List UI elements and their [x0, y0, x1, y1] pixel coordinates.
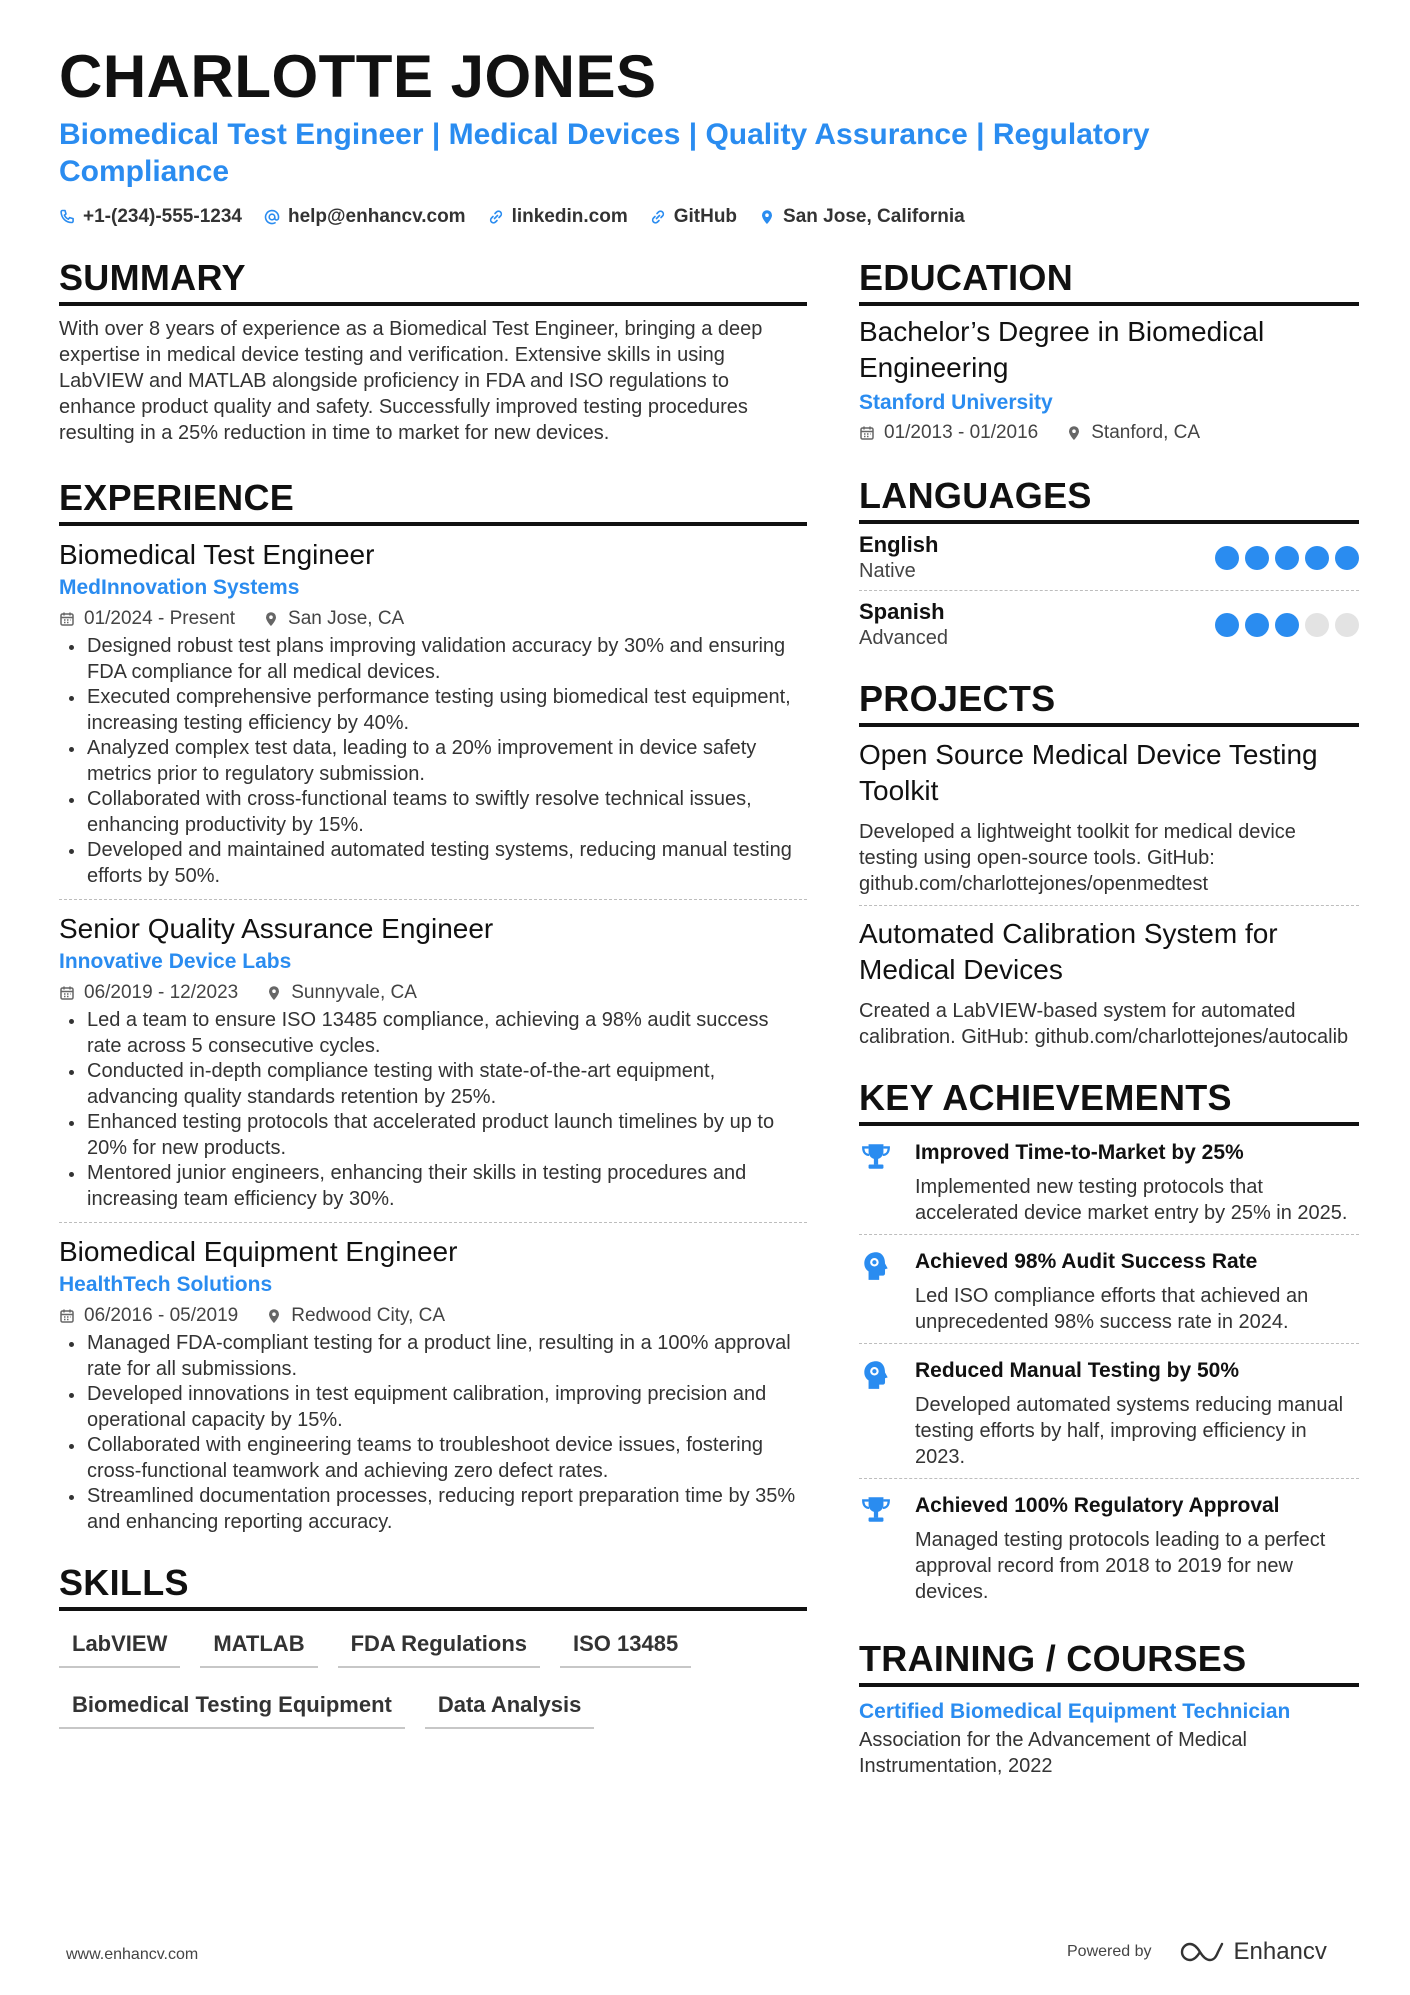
experience-entry: [59, 1223, 807, 1545]
achievements-section: [859, 1078, 1359, 1613]
enhancv-logo-icon: [1180, 1940, 1226, 1964]
job-bullets: [59, 1008, 807, 1212]
proficiency-dot-empty: [1305, 613, 1329, 637]
achievement-text: Led ISO compliance efforts that achieved an unprecedented 98% success rate in 2024.: [915, 1285, 1309, 1333]
job-dates-text: 06/2016 - 05/2019: [84, 1305, 239, 1326]
calendar-icon: [859, 425, 875, 441]
head-idea-icon: [859, 1247, 899, 1335]
job-location-text: Redwood City, CA: [291, 1305, 446, 1326]
trophy-icon: [859, 1138, 899, 1226]
job-location: [266, 1301, 445, 1331]
job-bullet: Enhanced testing protocols that accelerated product launch timelines by up to 20% for new products.: [59, 1110, 807, 1161]
education-meta: [859, 418, 1359, 448]
company-name: MedInnovation Systems: [59, 576, 300, 599]
calendar-icon: [59, 985, 75, 1001]
contact-phone[interactable]: [59, 206, 242, 228]
experience-entry: [59, 526, 807, 900]
skills-heading: SKILLS: [59, 1563, 807, 1611]
proficiency-dot-filled: [1275, 613, 1299, 637]
job-title: Biomedical Test Engineer: [59, 539, 375, 570]
proficiency-dots: [1215, 546, 1359, 570]
summary-section: [59, 258, 807, 446]
location-pin-icon: [266, 985, 282, 1001]
achievement-entry: [859, 1126, 1359, 1235]
achievement-text: Managed testing protocols leading to a perfect approval record from 2018 to 2019 for new devices.: [915, 1529, 1326, 1603]
contact-github[interactable]: [650, 206, 737, 228]
education-location: [1066, 418, 1200, 448]
language-item: [859, 524, 1359, 591]
footer-website[interactable]: www.enhancv.com: [66, 1946, 199, 1963]
contact-linkedin[interactable]: [488, 206, 628, 228]
job-bullet: Streamlined documentation processes, reducing report preparation time by 35% and enhancing reporting accuracy.: [59, 1484, 807, 1535]
project-description: Created a LabVIEW-based system for automated calibration. GitHub: github.com/charlottejones/autocalib: [859, 1000, 1349, 1048]
candidate-name: CHARLOTTE JONES: [59, 43, 657, 110]
job-bullets: [59, 1331, 807, 1535]
job-title: Senior Quality Assurance Engineer: [59, 913, 494, 944]
languages-section: [859, 476, 1359, 657]
job-dates-text: 01/2024 - Present: [84, 608, 236, 629]
skill-tag: Data Analysis: [425, 1684, 594, 1729]
job-bullet: Collaborated with cross-functional teams to swiftly resolve technical issues, enhancing productivity by 15%.: [59, 787, 807, 838]
job-bullet: Designed robust test plans improving validation accuracy by 30% and ensuring FDA compliance for all medical devices.: [59, 634, 807, 685]
job-bullet: Developed innovations in test equipment calibration, improving precision and operational capacity by 15%.: [59, 1382, 807, 1433]
projects-section: [859, 679, 1359, 1058]
job-bullet: Led a team to ensure ISO 13485 compliance, achieving a 98% audit success rate across 5 consecutive cycles.: [59, 1008, 807, 1059]
experience-entry: [59, 900, 807, 1223]
achievement-entry: [859, 1344, 1359, 1479]
brand-name: Enhancv: [1233, 1938, 1327, 1965]
language-name: English: [859, 532, 939, 557]
degree-title: Bachelor’s Degree in Biomedical Engineering: [859, 316, 1265, 383]
language-level: Advanced: [859, 627, 948, 649]
project-entry: [859, 727, 1359, 906]
right-column: [859, 258, 1359, 1779]
job-dates: [59, 1301, 238, 1331]
project-title: Automated Calibration System for Medical Devices: [859, 918, 1278, 985]
calendar-icon: [59, 1308, 75, 1324]
contact-bar: [59, 206, 965, 228]
contact-location: [759, 206, 965, 228]
job-bullet: Analyzed complex test data, leading to a 20% improvement in device safety metrics prior to regulatory submission.: [59, 736, 807, 787]
company-name: Innovative Device Labs: [59, 950, 292, 973]
proficiency-dot-filled: [1335, 546, 1359, 570]
skill-tag: MATLAB: [200, 1623, 317, 1668]
skills-section: [59, 1563, 807, 1745]
location-pin-icon: [1066, 425, 1082, 441]
job-meta: [59, 978, 807, 1008]
achievement-text: Implemented new testing protocols that accelerated device market entry by 25% in 2025.: [915, 1176, 1348, 1224]
proficiency-dot-filled: [1245, 613, 1269, 637]
achievement-title: Achieved 98% Audit Success Rate: [915, 1250, 1258, 1273]
language-item: [859, 591, 1359, 657]
contact-location-text: San Jose, California: [783, 206, 965, 227]
job-bullet: Conducted in-depth compliance testing with state-of-the-art equipment, advancing quality standards retention by 25%.: [59, 1059, 807, 1110]
job-bullet: Collaborated with engineering teams to troubleshoot device issues, fostering cross-functional teamwork and achieving zero defect rates.: [59, 1433, 807, 1484]
course-detail: Association for the Advancement of Medical Instrumentation, 2022: [859, 1729, 1247, 1777]
skills-list: [59, 1623, 807, 1745]
skill-tag: LabVIEW: [59, 1623, 180, 1668]
project-description: Developed a lightweight toolkit for medical device testing using open-source tools. GitHub: github.com/charlottejones/openmedtest: [859, 821, 1296, 895]
job-dates-text: 06/2019 - 12/2023: [84, 982, 239, 1003]
company-name: HealthTech Solutions: [59, 1273, 273, 1296]
location-pin-icon: [263, 611, 279, 627]
job-title: Biomedical Equipment Engineer: [59, 1236, 458, 1267]
job-location: [266, 978, 417, 1008]
achievements-heading: KEY ACHIEVEMENTS: [859, 1078, 1359, 1126]
proficiency-dot-filled: [1305, 546, 1329, 570]
summary-heading: SUMMARY: [59, 258, 807, 306]
head-idea-icon: [859, 1356, 899, 1470]
achievement-title: Improved Time-to-Market by 25%: [915, 1141, 1244, 1164]
education-location-text: Stanford, CA: [1091, 422, 1201, 443]
contact-linkedin-text: linkedin.com: [511, 206, 628, 227]
job-location-text: Sunnyvale, CA: [291, 982, 417, 1003]
language-name: Spanish: [859, 599, 945, 624]
language-level: Native: [859, 560, 916, 582]
achievement-title: Achieved 100% Regulatory Approval: [915, 1494, 1280, 1517]
job-meta: [59, 1301, 807, 1331]
powered-by-label: Powered by: [1067, 1943, 1152, 1960]
education-heading: EDUCATION: [859, 258, 1359, 306]
job-dates: [59, 604, 235, 634]
proficiency-dot-filled: [1245, 546, 1269, 570]
proficiency-dot-filled: [1215, 613, 1239, 637]
contact-phone-text: +1-(234)-555-1234: [83, 206, 242, 227]
school-name: Stanford University: [859, 391, 1053, 414]
skill-tag: Biomedical Testing Equipment: [59, 1684, 405, 1729]
achievement-entry: [859, 1235, 1359, 1344]
project-entry: [859, 906, 1359, 1058]
course-title: Certified Biomedical Equipment Technician: [859, 1700, 1291, 1723]
proficiency-dots: [1215, 613, 1359, 637]
phone-icon: [59, 209, 75, 225]
proficiency-dot-empty: [1335, 613, 1359, 637]
left-column: [59, 258, 807, 1745]
achievement-entry: [859, 1479, 1359, 1613]
training-section: [859, 1639, 1359, 1779]
experience-heading: EXPERIENCE: [59, 478, 807, 526]
job-bullet: Executed comprehensive performance testing using biomedical test equipment, increasing testing efficiency by 40%.: [59, 685, 807, 736]
job-meta: [59, 604, 807, 634]
education-section: [859, 258, 1359, 448]
contact-email[interactable]: [264, 206, 466, 228]
job-bullets: [59, 634, 807, 889]
location-pin-icon: [759, 209, 775, 225]
link-icon: [650, 209, 666, 225]
trophy-icon: [859, 1491, 899, 1605]
achievement-text: Developed automated systems reducing manual testing efforts by half, improving efficiency in 2023.: [915, 1394, 1344, 1468]
link-icon: [488, 209, 504, 225]
contact-email-text: help@enhancv.com: [287, 206, 466, 227]
skill-tag: FDA Regulations: [338, 1623, 540, 1668]
job-bullet: Mentored junior engineers, enhancing their skills in testing procedures and increasing team efficiency by 30%.: [59, 1161, 807, 1212]
job-dates: [59, 978, 238, 1008]
experience-section: [59, 478, 807, 1545]
achievement-title: Reduced Manual Testing by 50%: [915, 1359, 1240, 1382]
training-heading: TRAINING / COURSES: [859, 1639, 1359, 1687]
languages-heading: LANGUAGES: [859, 476, 1359, 524]
location-pin-icon: [266, 1308, 282, 1324]
contact-github-text: GitHub: [673, 206, 738, 227]
proficiency-dot-filled: [1215, 546, 1239, 570]
at-icon: [264, 209, 280, 225]
job-bullet: Managed FDA-compliant testing for a product line, resulting in a 100% approval rate for all submissions.: [59, 1331, 807, 1382]
headline: Biomedical Test Engineer | Medical Devices | Quality Assurance | Regulatory Compliance: [59, 118, 1150, 188]
job-location: [263, 604, 404, 634]
footer-branding: [1067, 1938, 1327, 1966]
calendar-icon: [59, 611, 75, 627]
job-location-text: San Jose, CA: [288, 608, 405, 629]
proficiency-dot-filled: [1275, 546, 1299, 570]
education-dates-text: 01/2013 - 01/2016: [884, 422, 1039, 443]
education-dates: [859, 418, 1038, 448]
summary-text: With over 8 years of experience as a Biomedical Test Engineer, bringing a deep expertise in medical device testing and verification. Extensive skills in using LabVIEW and MATLAB alongside proficiency in FDA and ISO regulations to enhance product quality and safety. Successfully improved testing procedures resulting in a 25% reduction in time to market for new devices.: [59, 318, 763, 444]
project-title: Open Source Medical Device Testing Toolkit: [859, 739, 1318, 806]
projects-heading: PROJECTS: [859, 679, 1359, 727]
brand-logo[interactable]: [1180, 1938, 1327, 1966]
skill-tag: ISO 13485: [560, 1623, 691, 1668]
job-bullet: Developed and maintained automated testing systems, reducing manual testing efforts by 50%.: [59, 838, 807, 889]
